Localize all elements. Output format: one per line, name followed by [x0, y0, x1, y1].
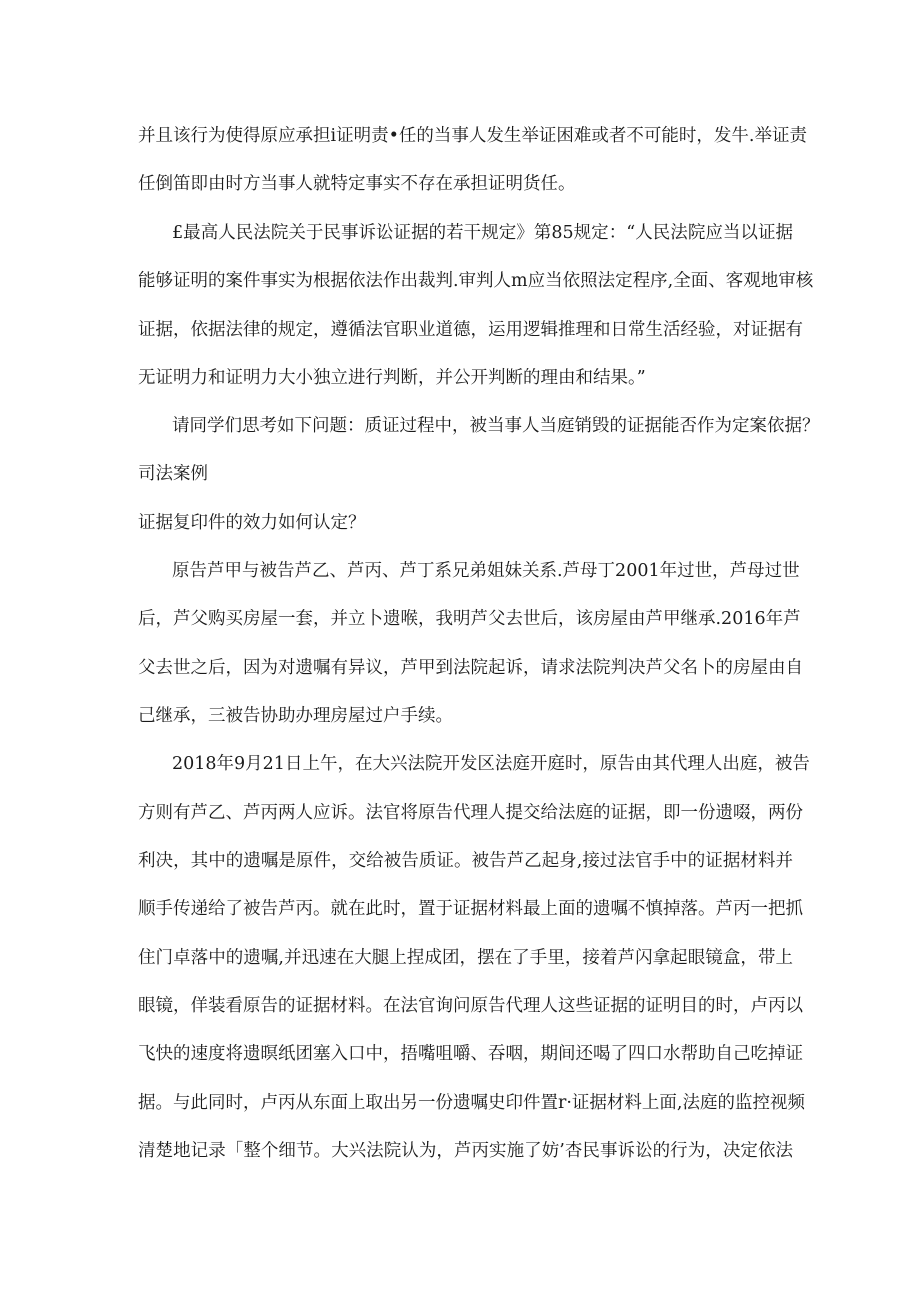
paragraph-5-line-4: 顺手传递给了被告芦丙。就在此时，置于证据材料最上面的遗嘱不慎掉落。芦丙一把抓	[138, 899, 803, 919]
heading-question: 证据复印件的效力如何认定？	[138, 513, 366, 533]
paragraph-2-line-3: 证据，依据法律的规定，遵循法官职业道德，运用逻辑推理和日常生活经验，对证据有	[138, 320, 803, 340]
paragraph-5-line-2: 方则有芦乙、芦丙两人应诉。法官将原告代理人提交给法庭的证据，即一份遗啜，两份	[138, 803, 803, 823]
paragraph-5-line-6: 眼镜，佯装看原告的证据材料。在法官询问原告代理人这些证据的证明目的时，卢丙以	[138, 996, 803, 1016]
paragraph-5-line-9: 清楚地记录「整个细节。大兴法院认为，芦丙实施了妨’杏民事诉讼的行为，决定依法	[138, 1141, 793, 1161]
paragraph-5-line-3: 利决，其中的遗嘱是原件，交给被告质证。被告芦乙起身,接过法官手中的证据材料并	[138, 851, 793, 871]
paragraph-5-line-8: 据。与此同时，卢丙从东面上取出另一份遗嘱史印件置r·证据材料上面,法庭的监控视频	[138, 1093, 805, 1113]
heading-case: 司法案例	[138, 464, 208, 484]
paragraph-1-line-2: 任倒笛即由时方当事人就特定事实不存在承担证明货任。	[138, 174, 576, 194]
paragraph-2-line-2: 能够证明的案件事实为根据依法作出裁判.审判人m应当依照法定程序,全面、客观地审核	[138, 271, 814, 291]
paragraph-5-line-5: 住门卓落中的遗嘱,并迅速在大腿上捏成团，摆在了手里，接着芦闪拿起眼镜盒，带上	[138, 948, 793, 968]
paragraph-2-line-1: £最高人民法院关于民事诉讼证据的若干规定》第85规定：“人民法院应当以证据	[172, 223, 793, 243]
paragraph-1-line-1: 并且该行为使得原应承担i证明责•任的当事人发生举证困难或者不可能时，发牛.举证责	[138, 126, 807, 146]
paragraph-3-line-1: 请同学们思考如下问题：质证过程中，被当事人当庭销毁的证据能否作为定案依据？	[172, 416, 820, 436]
paragraph-2-line-4: 无证明力和证明力大小独立进行判断，并公开判断的理由和结果。”	[138, 368, 646, 388]
paragraph-5-line-1: 2018年9月21日上午，在大兴法院开发区法庭开庭时，原告由其代理人出庭，被告	[172, 754, 810, 774]
paragraph-4-line-4: 己继承，三被告协助办理房屋过户手续。	[138, 706, 453, 726]
paragraph-4-line-3: 父去世之后，因为对遗嘱有异议，芦甲到法院起诉，请求法院判决芦父名卜的房屋由自	[138, 658, 803, 678]
paragraph-4-line-2: 后，芦父购买房屋一套，并立卜遗喉，我明芦父去世后，该房屋由芦甲继承.2016年芦	[138, 609, 801, 629]
paragraph-5-line-7: 飞快的速度将遗暝纸团塞入口中，捂嘴咀嚼、吞咽，期间还喝了四口水帮助自己吃掉证	[138, 1044, 803, 1064]
paragraph-4-line-1: 原告芦甲与被告芦乙、芦丙、芦丁系兄弟姐妹关系.芦母丁2001年过世，芦母过世	[172, 561, 800, 581]
